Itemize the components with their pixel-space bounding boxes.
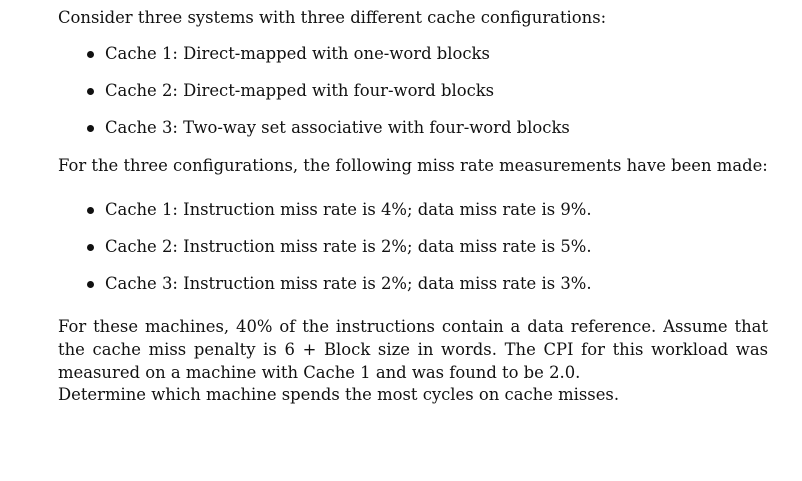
- bullet-icon: [87, 125, 94, 132]
- miss-rate-cache-2: Cache 2: Instruction miss rate is 2%; data miss rate is 5%.: [105, 237, 592, 256]
- bullet-icon: [87, 244, 94, 251]
- intro-text: Consider three systems with three different cache configurations:: [58, 8, 607, 27]
- bullet-icon: [87, 88, 94, 95]
- config-cache-1: Cache 1: Direct-mapped with one-word blocks: [105, 44, 490, 63]
- miss-rate-cache-1: Cache 1: Instruction miss rate is 4%; data miss rate is 9%.: [105, 200, 592, 219]
- list-item: [85, 117, 570, 139]
- list-item: [85, 199, 592, 221]
- measurements-intro-text: For the three configurations, the following miss rate measurements have been made:: [58, 156, 768, 175]
- cache-configurations-list: [85, 43, 570, 139]
- assumptions-paragraph: For these machines, 40% of the instructions contain a data reference. Assume that the cache miss penalty is 6 + Block size in words. The CPI for this workload was measured on a machine with Cache 1 and was found to be 2.0.: [58, 317, 768, 382]
- bullet-icon: [87, 281, 94, 288]
- list-item: [85, 80, 570, 102]
- list-item: [85, 236, 592, 258]
- list-item: [85, 43, 570, 65]
- question-text: Determine which machine spends the most cycles on cache misses.: [58, 385, 620, 404]
- config-cache-2: Cache 2: Direct-mapped with four-word blocks: [105, 81, 495, 100]
- miss-rate-cache-3: Cache 3: Instruction miss rate is 2%; data miss rate is 3%.: [105, 274, 592, 293]
- config-cache-3: Cache 3: Two-way set associative with four-word blocks: [105, 118, 570, 137]
- bullet-icon: [87, 207, 94, 214]
- bullet-icon: [87, 51, 94, 58]
- miss-rate-list: [85, 199, 592, 295]
- list-item: [85, 273, 592, 295]
